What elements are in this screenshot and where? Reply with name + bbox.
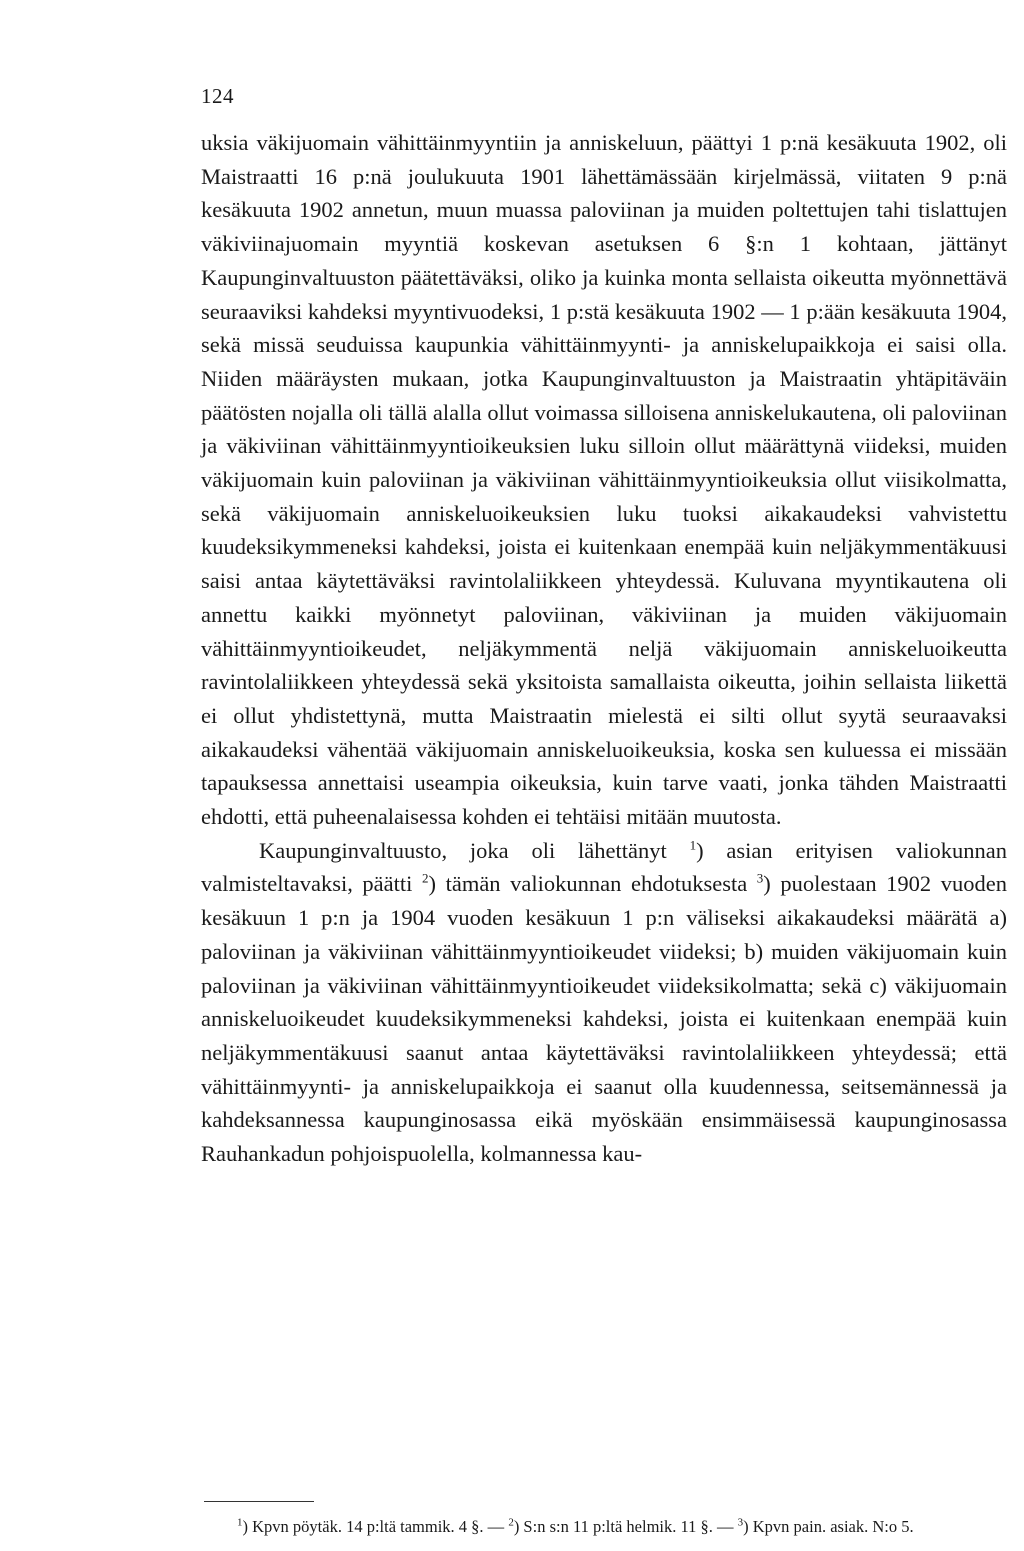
footnote-3-marker: 3: [737, 1516, 744, 1529]
footnote-divider: [204, 1501, 314, 1502]
footnote-ref-3: 3: [756, 870, 764, 886]
footnote-1-marker: 1: [237, 1516, 243, 1529]
footnote-2-text: ) S:n s:n 11 p:ltä helmik. 11 §. —: [513, 1517, 738, 1536]
paragraph-2: [201, 834, 1007, 1171]
paragraph-2-part-a: Kaupunginvaltuusto, joka oli lähettänyt: [259, 837, 690, 863]
footnote-3-text: ) Kpvn pain. asiak. N:o 5.: [743, 1517, 914, 1536]
footnote-1-text: ) Kpvn pöytäk. 14 p:ltä tammik. 4 §. —: [242, 1517, 509, 1536]
body-text: [201, 126, 1007, 1171]
paragraph-1: uksia väkijuomain vähittäinmyyntiin ja anniskeluun, päättyi 1 p:nä kesäkuuta 1902, oli Maistraatti 16 p:nä joulukuuta 1901 lähettämässään kirjelmässä, viitaten 9 p:nä kesäkuuta 1902 annetun, muun muassa paloviinan ja muiden poltettujen tahi tislattujen väkiviinajuomain myyntiä koskevan asetuksen 6 §:n 1 kohtaan, jättänyt Kaupunginvaltuuston päätettäväksi, oliko ja kuinka monta sellaista oikeutta myönnettävä seuraaviksi kahdeksi myyntivuodeksi, 1 p:stä kesäkuuta 1902 — 1 p:ään kesäkuuta 1904, sekä missä seuduissa kaupunkia vähittäinmyynti- ja anniskelupaikkoja ei saisi olla. Niiden määräysten mukaan, jotka Kaupunginvaltuuston ja Maistraatin yhtäpitäväin päätösten nojalla oli tällä alalla ollut voimassa silloisena anniskelukautena, oli paloviinan ja väkiviinan vähittäinmyyntioikeuksien luku silloin ollut määrättynä viideksi, muiden väkijuomain kuin paloviinan ja väkiviinan vähittäinmyyntioikeuksia ollut viisikolmatta, sekä väkijuomain anniskeluoikeuksien luku tuoksi aikakaudeksi vahvistettu kuudeksikymmeneksi kahdeksi, joista ei kuitenkaan enempää kuin neljäkymmentäkuusi saisi antaa käytettäväksi ravintolaliikkeen yhteydessä. Kuluvana myyntikautena oli annettu kaikki myönnetyt paloviinan, väkiviinan ja muiden väkijuomain vähittäinmyyntioikeudet, neljäkymmentä neljä väkijuomain anniskeluoikeutta ravintolaliikkeen yhteydessä sekä yksitoista samallaista oikeutta, joihin sellaista liikettä ei ollut yhdistettynä, mutta Maistraatin mielestä ei silti ollut syytä seuraavaksi aikakaudeksi vähentää väkijuomain anniskeluoikeuksia, koska sen kuluessa ei missään tapauksessa annettaisi useampia oikeuksia, kuin tarve vaati, jonka tähden Maistraatti ehdotti, että puheenalaisessa kohden ei tehtäisi mitään muutosta.: [201, 130, 1007, 830]
footnote-2-marker: 2: [508, 1516, 514, 1529]
footnote-ref-1: 1: [689, 837, 697, 853]
footnote-ref-2: 2: [422, 870, 429, 886]
footnotes: [201, 1513, 1007, 1541]
paragraph-2-part-b: ) asian erityisen valiokunnan valmisteltavaksi, päätti: [201, 837, 1007, 897]
footnote-line: [201, 1513, 1007, 1541]
paragraph-2-part-c: ) tämän valiokunnan ehdotuksesta: [428, 871, 757, 897]
page-number: 124: [201, 84, 234, 108]
paragraph-2-part-d: ) puolestaan 1902 vuoden kesäkuun 1 p:n ja 1904 vuoden kesäkuun 1 p:n väliseksi aikakaudeksi määrätä a) paloviinan ja väkiviinan vähittäinmyyntioikeudet viideksi; b) muiden väkijuomain kuin paloviinan ja väkiviinan vähittäinmyyntioikeudet viideksikolmatta; sekä c) väkijuomain anniskeluoikeudet kuudeksikymmeneksi kahdeksi, joista ei kuitenkaan enempää kuin neljäkymmentäkuusi saanut antaa käytettäväksi ravintolaliikkeen yhteydessä; että vähittäinmyynti- ja anniskelupaikkoja ei saanut olla kuudennessa, seitsemännessä ja kahdeksannessa kaupunginosassa eikä myöskään ensimmäisessä kaupunginosassa Rauhankadun pohjoispuolella, kolmannessa kau-: [201, 871, 1007, 1167]
